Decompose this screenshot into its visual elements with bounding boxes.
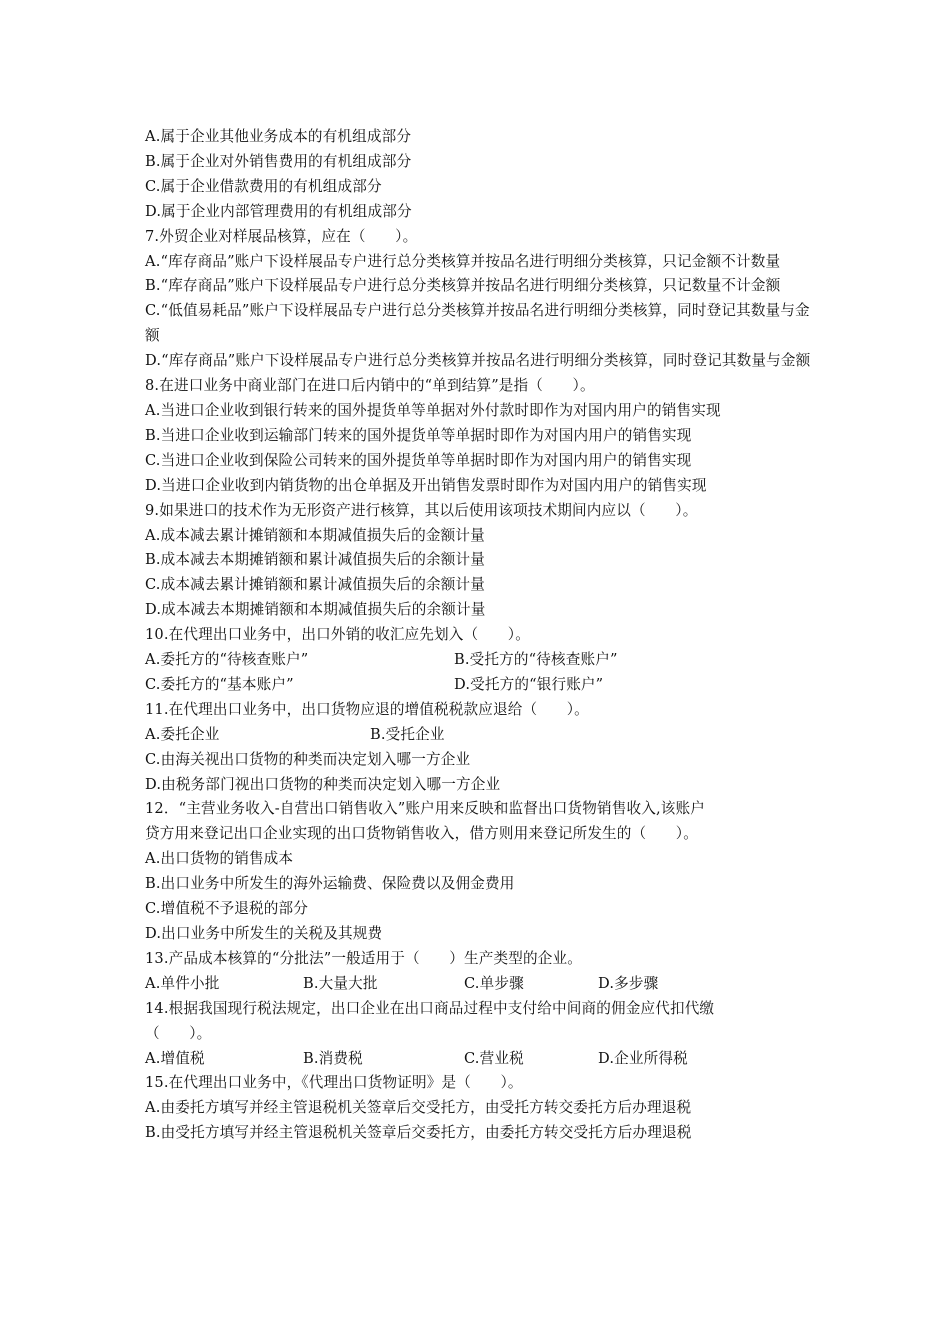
q13-option-b: B.大量大批 — [303, 974, 378, 992]
q10-option-c: C.委托方的“基本账户” — [145, 675, 294, 693]
q10-options-row-2 — [145, 673, 820, 698]
q11-stem: 11.在代理出口业务中，出口货物应退的增值税税款应退给（ ）。 — [145, 700, 589, 718]
q10-option-d: D.受托方的“银行账户” — [454, 675, 604, 693]
q13-option-c: C.单步骤 — [464, 974, 524, 992]
q7-option-d: D.“库存商品”账户下设样展品专户进行总分类核算并按品名进行明细分类核算，同时登记其数量与金额 — [145, 352, 811, 370]
q9-option-d: D.成本减去本期摊销额和本期减值损失后的余额计量 — [145, 601, 486, 619]
q9-option-b: B.成本减去本期摊销额和累计减值损失后的余额计量 — [145, 551, 486, 569]
q15-stem: 15.在代理出口业务中，《代理出口货物证明》是（ ）。 — [145, 1074, 523, 1092]
q13-stem: 13.产品成本核算的“分批法”一般适用于（ ）生产类型的企业。 — [145, 949, 582, 967]
q13-options-row — [145, 972, 820, 997]
q6-option-a: A.属于企业其他业务成本的有机组成部分 — [145, 128, 412, 145]
q12-option-d: D.出口业务中所发生的关税及其规费 — [145, 925, 383, 942]
q12-option-b: B.出口业务中所发生的海外运输费、保险费以及佣金费用 — [145, 875, 515, 893]
q14-option-a: A.增值税 — [145, 1049, 205, 1067]
q14-stem-line-1: 14.根据我国现行税法规定，出口企业在出口商品过程中支付给中间商的佣金应代扣代缴 — [145, 999, 715, 1017]
q8-option-b: B.当进口企业收到运输部门转来的国外提货单等单据时即作为对国内用户的销售实现 — [145, 426, 692, 444]
q8-option-a: A.当进口企业收到银行转来的国外提货单等单据对外付款时即作为对国内用户的销售实现 — [145, 401, 721, 419]
q14-option-c: C.营业税 — [464, 1049, 524, 1067]
q10-options-row-1 — [145, 648, 820, 673]
q11-options-row-1 — [145, 723, 820, 748]
q10-option-b: B.受托方的“待核查账户” — [454, 651, 618, 669]
q10-option-a: A.委托方的“待核查账户” — [145, 651, 309, 669]
q12-stem-line-1: 12．“主营业务收入-自营出口销售收入”账户用来反映和监督出口货物销售收入,该账户 — [145, 800, 705, 818]
q14-option-d: D.企业所得税 — [598, 1049, 688, 1067]
q10-stem: 10.在代理出口业务中，出口外销的收汇应先划入（ ）。 — [145, 626, 530, 644]
q15-option-b: B.由受托方填写并经主管退税机关签章后交委托方，由委托方转交受托方后办理退税 — [145, 1124, 692, 1142]
q6-option-c: C.属于企业借款费用的有机组成部分 — [145, 177, 382, 195]
q14-option-b: B.消费税 — [303, 1049, 363, 1067]
q7-option-b: B.“库存商品”账户下设样展品专户进行总分类核算并按品名进行明细分类核算，只记数量不计金额 — [145, 277, 781, 295]
q11-option-c: C.由海关视出口货物的种类而决定划入哪一方企业 — [145, 750, 471, 768]
q8-stem: 8.在进口业务中商业部门在进口后内销中的“单到结算”是指（ ）。 — [145, 377, 595, 395]
q12-stem-line-2: 贷方用来登记出口企业实现的出口货物销售收入，借方则用来登记所发生的（ ）。 — [145, 825, 698, 843]
q14-stem-line-2: （ ）。 — [145, 1024, 212, 1042]
q12-option-a: A.出口货物的销售成本 — [145, 850, 294, 868]
q11-option-d: D.由税务部门视出口货物的种类而决定划入哪一方企业 — [145, 775, 501, 793]
q9-option-a: A.成本减去累计摊销额和本期减值损失后的金额计量 — [145, 526, 485, 544]
q13-option-d: D.多步骤 — [598, 974, 659, 992]
q11-option-b: B.受托企业 — [370, 725, 445, 743]
q13-option-a: A.单件小批 — [145, 974, 220, 992]
q8-option-c: C.当进口企业收到保险公司转来的国外提货单等单据时即作为对国内用户的销售实现 — [145, 451, 692, 469]
q6-option-d: D.属于企业内部管理费用的有机组成部分 — [145, 202, 412, 220]
q11-option-a: A.委托企业 — [145, 725, 220, 743]
q14-options-row — [145, 1047, 820, 1072]
q12-option-c: C.增值税不予退税的部分 — [145, 900, 309, 918]
q6-option-b: B.属于企业对外销售费用的有机组成部分 — [145, 152, 412, 170]
q9-stem: 9.如果进口的技术作为无形资产进行核算，其以后使用该项技术期间内应以（ ）。 — [145, 501, 698, 519]
q9-option-c: C.成本减去累计摊销额和累计减值损失后的余额计量 — [145, 576, 485, 594]
q7-option-a: A.“库存商品”账户下设样展品专户进行总分类核算并按品名进行明细分类核算，只记金额不计数量 — [145, 252, 781, 270]
q7-option-c: C.“低值易耗品”账户下设样展品专户进行总分类核算并按品名进行明细分类核算，同时登记其数量与金额 — [145, 302, 810, 345]
q7-stem: 7.外贸企业对样展品核算，应在（ ）。 — [145, 227, 418, 245]
q15-option-a: A.由委托方填写并经主管退税机关签章后交受托方，由受托方转交委托方后办理退税 — [145, 1099, 692, 1117]
q8-option-d: D.当进口企业收到内销货物的出仓单据及开出销售发票时即作为对国内用户的销售实现 — [145, 476, 707, 494]
